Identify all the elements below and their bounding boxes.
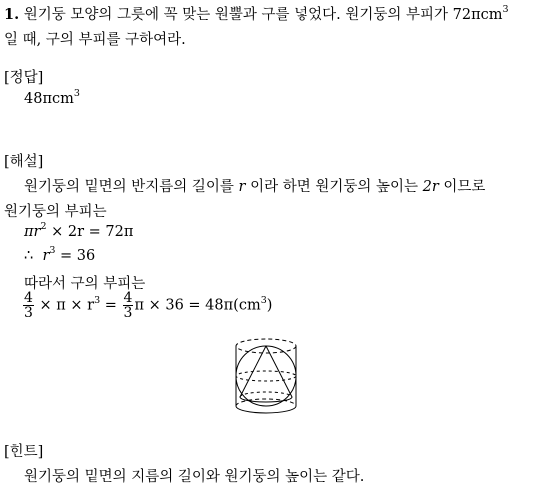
cylinder-bottom-front <box>236 406 296 413</box>
eq1-b: × 2r = 72π <box>51 224 134 240</box>
eq3-mid2: π × 36 = 48π(cm <box>134 297 261 314</box>
problem-line1-unit: πcm <box>471 7 503 23</box>
hint-text: 원기둥의 밑면의 지름의 길이와 원기둥의 높이는 같다. <box>24 469 365 485</box>
problem-line1: 원기둥 모양의 그릇에 꼭 맞는 원뿔과 구를 넣었다. 원기둥의 부피가 72 <box>23 7 472 23</box>
eq2-b: = 36 <box>60 248 96 264</box>
cone-base-back <box>240 392 292 397</box>
inscribed-sphere <box>236 346 296 406</box>
answer-value <box>24 88 80 107</box>
eq3-mid1: × π × r <box>39 297 95 314</box>
answer-text: 48πcm <box>24 91 74 107</box>
eq2-exp: 3 <box>49 245 56 257</box>
equation-sphere-volume <box>22 291 272 320</box>
fraction-four-thirds: $\frac{4}{3}$ <box>24 290 33 321</box>
problem-number: 1. <box>4 6 20 23</box>
eq3-end: ) <box>266 297 273 314</box>
solution-p1-2r: 2r <box>422 179 439 195</box>
solution-heading: [해설] <box>4 154 44 170</box>
solution-p1-line2: 원기둥의 부피는 <box>4 204 107 220</box>
eq1-exp: 2 <box>40 221 47 233</box>
answer-exp: 3 <box>73 88 80 100</box>
solution-p1-c: 이므로 <box>443 179 486 195</box>
solution-paragraph2: 따라서 구의 부피는 <box>24 276 146 292</box>
solution-p1-b: 이라 하면 원기둥의 높이는 <box>250 179 418 195</box>
solution-p1-r: r <box>238 179 246 195</box>
eq3-exp1: 3 <box>94 294 101 306</box>
solution-p1-a: 원기둥의 밑면의 반지름의 길이를 <box>24 179 234 195</box>
answer-heading: [정답] <box>4 70 44 86</box>
problem-line1-exp: 3 <box>502 4 509 16</box>
equation-r-cubed <box>24 245 96 264</box>
eq3-exp2: 3 <box>260 294 267 306</box>
eq2-a: r <box>42 248 50 264</box>
problem-statement <box>4 3 509 24</box>
problem-line2: 일 때, 구의 부피를 구하여라. <box>4 32 186 48</box>
therefore-symbol: ∴ <box>24 248 34 264</box>
sphere-equator <box>236 371 296 381</box>
equation-volume <box>24 221 134 240</box>
eq1-a: πr <box>24 224 41 240</box>
cylinder-cone-sphere-figure <box>233 336 299 418</box>
eq3-equals: = <box>104 297 117 314</box>
solution-paragraph1 <box>24 175 485 196</box>
fraction-four-thirds-2: $\frac{4}{3}$ <box>123 290 133 321</box>
cone-left-edge <box>240 346 266 397</box>
hint-heading: [힌트] <box>4 444 44 460</box>
